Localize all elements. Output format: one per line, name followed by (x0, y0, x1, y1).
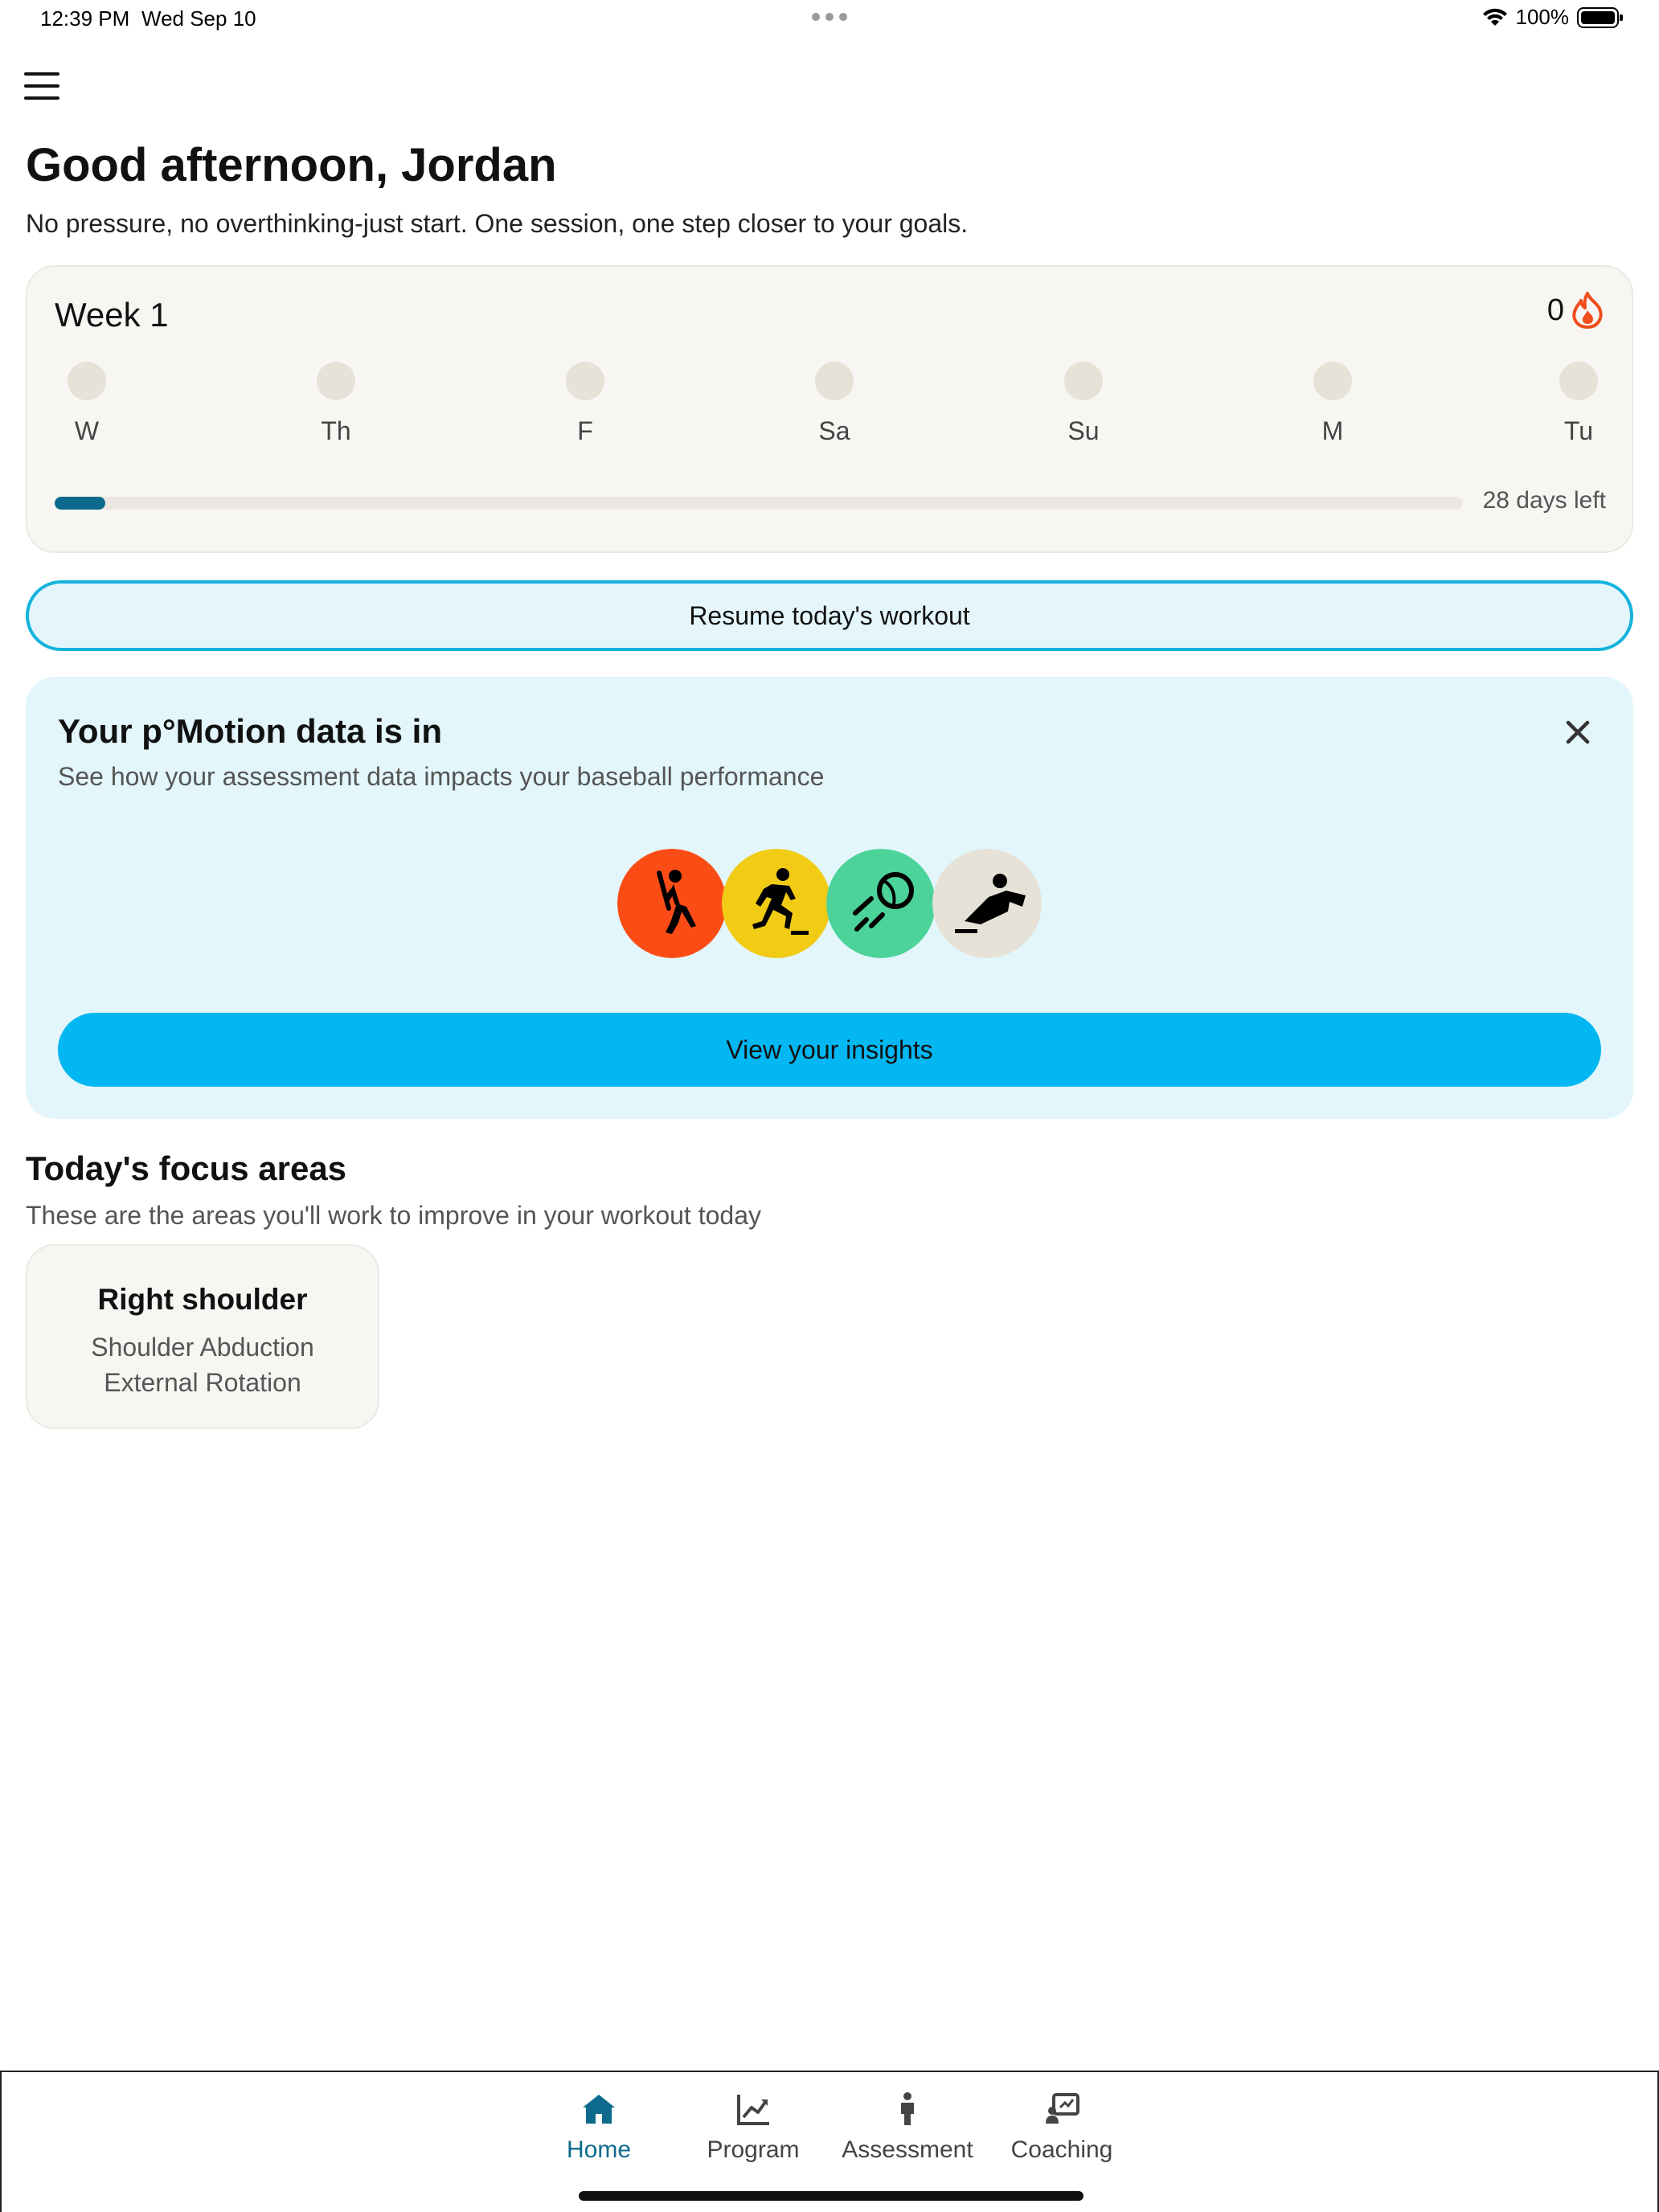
day-label: Sa (818, 416, 850, 445)
streak-counter (1547, 291, 1606, 330)
status-bar (0, 0, 1659, 39)
day-item[interactable] (1546, 362, 1611, 446)
program-progress-bar (55, 497, 1463, 510)
streak-count: 0 (1546, 293, 1564, 327)
days-left-label: 28 days left (1482, 487, 1606, 514)
week-days-row (55, 362, 1609, 458)
bottom-tab-bar (0, 2071, 1659, 2212)
tab-label: Assessment (842, 2136, 973, 2163)
tab-program[interactable] (677, 2090, 830, 2186)
tab-assessment[interactable] (831, 2090, 984, 2186)
resume-workout-button[interactable]: Resume today's workout (26, 580, 1633, 651)
running-icon (722, 849, 831, 958)
focus-area-card[interactable] (26, 1244, 379, 1429)
day-item[interactable] (1301, 362, 1365, 446)
home-indicator[interactable] (579, 2191, 1083, 2201)
insights-title: Your p°Motion data is in (58, 712, 442, 750)
day-status-dot (1064, 362, 1103, 400)
day-label: Th (321, 416, 351, 445)
tab-label: Program (707, 2136, 800, 2163)
program-progress-fill (55, 497, 105, 510)
wifi-icon (1482, 8, 1508, 27)
pmotion-insights-card (26, 677, 1633, 1119)
close-icon[interactable] (1564, 719, 1591, 746)
status-indicators (1482, 5, 1620, 30)
insights-subtitle: See how your assessment data impacts your baseball performance (58, 762, 825, 791)
home-icon (580, 2090, 618, 2128)
day-label: Tu (1563, 416, 1594, 445)
person-icon (888, 2090, 927, 2128)
focus-areas-title: Today's focus areas (26, 1149, 347, 1187)
tab-home[interactable] (522, 2090, 675, 2186)
greeting-title: Good afternoon, Jordan (26, 139, 557, 191)
view-insights-button[interactable]: View your insights (58, 1013, 1601, 1087)
day-item[interactable] (55, 362, 119, 446)
day-item[interactable] (304, 362, 368, 446)
sport-icons-group (617, 849, 1042, 958)
day-status-dot (1313, 362, 1352, 400)
day-status-dot (815, 362, 854, 400)
week-progress-card (26, 265, 1633, 553)
focus-area-detail: Shoulder Abduction (91, 1333, 314, 1362)
tab-coaching[interactable] (985, 2090, 1138, 2186)
multitasking-dots-icon[interactable] (812, 13, 847, 21)
day-status-dot (68, 362, 106, 400)
focus-area-title: Right shoulder (97, 1283, 308, 1316)
sliding-icon (932, 849, 1042, 958)
day-status-dot (566, 362, 604, 400)
day-label: F (577, 416, 593, 445)
battery-icon (1577, 7, 1619, 28)
status-date: Wed Sep 10 (141, 6, 256, 31)
day-item[interactable] (553, 362, 617, 446)
day-label: W (74, 416, 100, 445)
batting-icon (617, 849, 727, 958)
battery-percentage: 100% (1515, 5, 1569, 29)
day-label: Su (1067, 416, 1100, 445)
flame-icon (1569, 291, 1606, 330)
day-item[interactable] (1051, 362, 1116, 446)
day-label: M (1321, 416, 1344, 445)
status-time: 12:39 PM (40, 6, 130, 31)
throwing-icon (826, 849, 936, 958)
tab-label: Coaching (1010, 2136, 1113, 2163)
day-status-dot (317, 362, 355, 400)
hamburger-menu-icon[interactable] (24, 72, 59, 101)
tab-label: Home (566, 2136, 632, 2163)
greeting-subtitle: No pressure, no overthinking-just start. One session, one step closer to your goals. (26, 209, 969, 238)
chart-icon (734, 2090, 772, 2128)
day-status-dot (1559, 362, 1598, 400)
focus-area-detail: External Rotation (104, 1368, 301, 1397)
focus-areas-subtitle: These are the areas you'll work to improve in your workout today (26, 1201, 761, 1230)
coaching-icon (1043, 2090, 1081, 2128)
day-item[interactable] (802, 362, 866, 446)
week-title: Week 1 (55, 296, 169, 334)
